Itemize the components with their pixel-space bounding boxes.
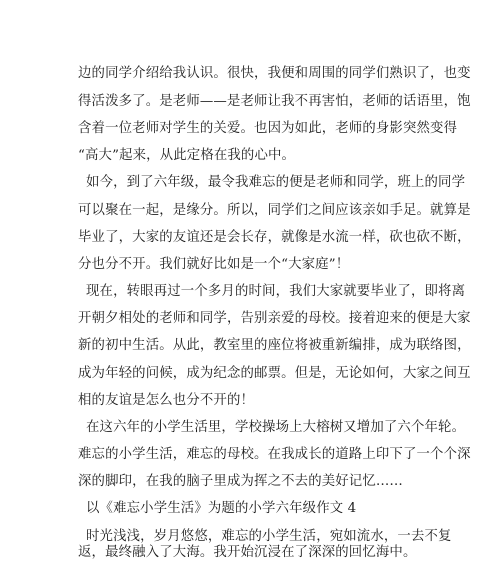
paragraph-line-17: 时光浅浅，岁月悠悠，难忘的小学生活，宛如流水，一去不复: [86, 529, 452, 544]
paragraph-line-13: 相的友谊是怎么也分不开的！: [78, 393, 255, 408]
paragraph-line-7: 毕业了，大家的友谊还是会长存，就像是水流一样，砍也砍不断，: [78, 230, 471, 245]
paragraph-line-12: 成为年轻的问候，成为纪念的邮票。但是，无论如何，大家之间互: [78, 366, 471, 381]
paragraph-line-18: 返，最终融入了大海。我开始沉浸在了深深的回忆海中。: [78, 545, 417, 560]
paragraph-line-5: 如今，到了六年级，最令我难忘的便是老师和同学，班上的同学: [86, 175, 466, 190]
paragraph-line-14: 在这六年的小学生活里，学校操场上大榕树又增加了六个年轮。: [86, 420, 466, 435]
paragraph-line-11: 新的初中生活。从此，教室里的座位将被重新编排，成为联络图，: [78, 338, 471, 353]
paragraph-line-1: 边的同学介绍给我认识。很快，我便和周围的同学们熟识了，也变: [78, 66, 471, 81]
paragraph-line-8: 分也分不开。我们就好比如是一个“大家庭”！: [78, 257, 350, 272]
paragraph-line-3: 含着一位老师对学生的关爱。也因为如此，老师的身影突然变得: [78, 121, 458, 136]
paragraph-line-6: 可以聚在一起，是缘分。所以，同学们之间应该亲如手足。就算是: [78, 203, 471, 218]
paragraph-line-16: 深的脚印，在我的脑子里成为挥之不去的美好记忆……: [78, 474, 403, 489]
paragraph-line-9: 现在，转眼再过一个多月的时间，我们大家就要毕业了，即将离: [86, 284, 466, 299]
paragraph-line-4: “高大”起来，从此定格在我的心中。: [78, 148, 296, 163]
paragraph-line-10: 开朝夕相处的老师和同学，告别亲爱的母校。接着迎来的便是大家: [78, 311, 471, 326]
paragraph-line-2: 得活泼多了。是老师——是老师让我不再害怕，老师的话语里，饱: [78, 94, 471, 109]
section-heading: 以《难忘小学生活》为题的小学六年级作文 4: [86, 501, 357, 516]
paragraph-line-15: 难忘的小学生活，难忘的母校。在我成长的道路上印下了一个个深: [78, 447, 471, 462]
